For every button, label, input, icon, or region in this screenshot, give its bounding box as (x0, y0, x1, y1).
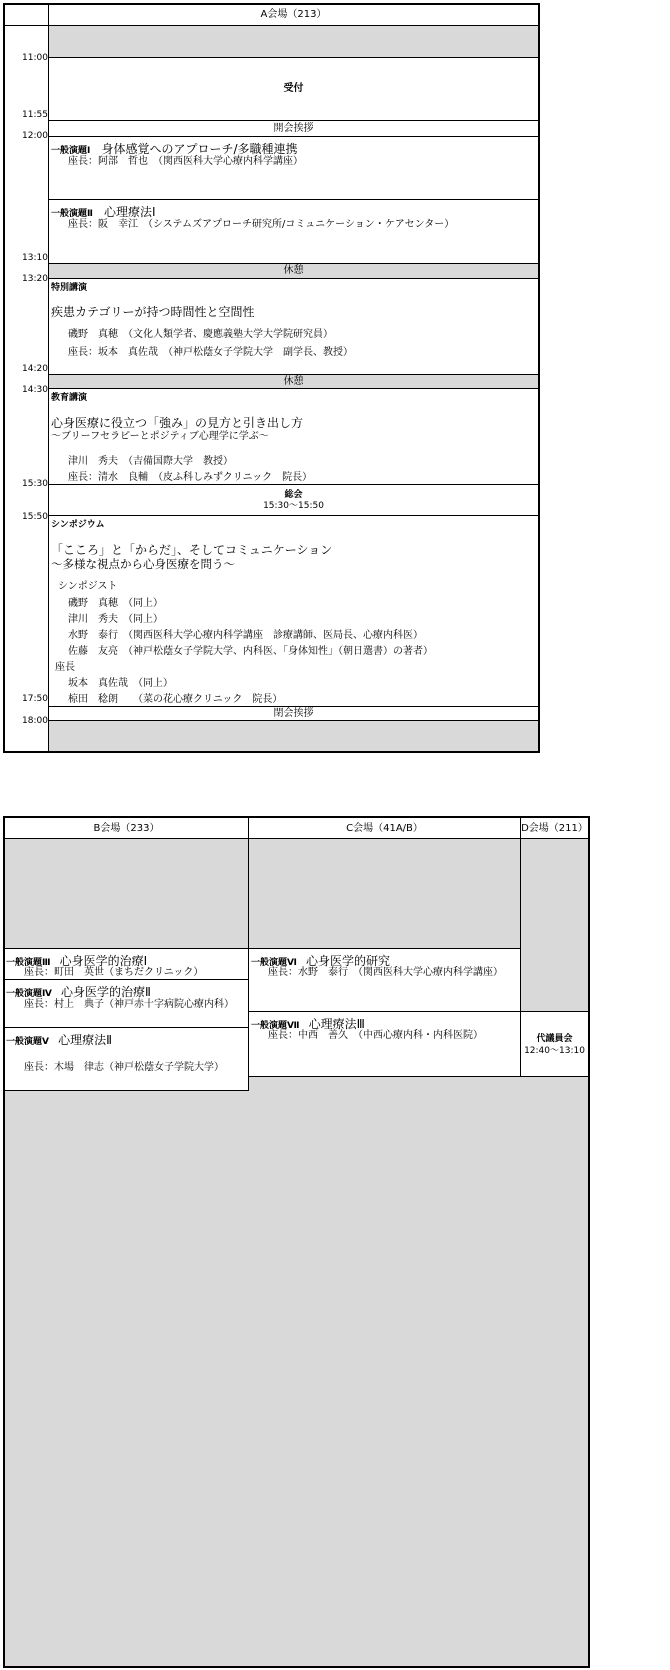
panelist: 水野 泰行 （関西医科大学心療内科学講座 診療講師、医局長、心療内科医） (68, 630, 423, 641)
special-lecture-chair: 座長：坂本 真佐哉 （神戸松蔭女子学院大学 副学長、教授） (68, 347, 353, 358)
session-number: 一般演題Ⅴ (6, 1037, 49, 1047)
delegates-meeting-label: 代議員会 (536, 1034, 573, 1044)
break-label: 休憩 (283, 265, 304, 276)
session-chair: 座長：村上 典子（神戸赤十字病院心療内科） (24, 999, 234, 1010)
room-c-header: C会場（41A/B） (346, 823, 423, 834)
education-lecture-chair: 座長：清水 良輔 （皮ふ科しみずクリニック 院長） (68, 472, 313, 483)
closing-remarks: 閉会挨拶 (273, 708, 314, 719)
empty-slot (249, 1077, 588, 1091)
time-label: 11:55 (22, 110, 48, 120)
room-d-header: D会場（211） (521, 823, 588, 834)
time-label: 14:20 (22, 364, 48, 374)
session-number: 一般演題Ⅵ (251, 958, 297, 968)
time-label: 15:50 (22, 512, 48, 522)
reception: 受付 (283, 83, 304, 94)
room-b-header: B会場（233） (93, 823, 160, 834)
special-lecture-title: 疾患カテゴリーが持つ時間性と空間性 (51, 305, 255, 319)
general-meeting-time: 15:30～15:50 (263, 501, 324, 511)
time-label: 13:10 (22, 253, 48, 263)
education-lecture-label: 教育講演 (51, 393, 88, 403)
empty-slot (49, 26, 538, 57)
session-chair: 座長：中西 善久 （中西心療内科・内科医院） (268, 1030, 483, 1041)
session-chair: 座長：水野 泰行 （関西医科大学心療内科学講座） (268, 967, 503, 978)
session-number: 一般演題Ⅱ (51, 209, 93, 219)
session-chair: 座長：阿部 哲也 （関西医科大学心療内科学講座） (68, 156, 303, 167)
time-label: 13:20 (22, 274, 48, 284)
session-title: 心理療法Ⅱ (58, 1033, 112, 1047)
empty-slot (49, 721, 538, 751)
time-label: 18:00 (22, 716, 48, 726)
session-chair: 座長：阪 幸江 （システムズアプローチ研究所/コミュニケーション・ケアセンター） (68, 219, 455, 230)
education-lecture-subtitle: ～ブリーフセラピーとポジティブ心理学に学ぶ～ (51, 431, 269, 442)
session-title: 心理療法Ⅰ (104, 205, 156, 219)
symposium-chair: 坂本 真佐哉 （同上） (68, 678, 173, 689)
empty-slot (249, 839, 520, 948)
special-lecture-speaker: 磯野 真穂 （文化人類学者、慶應義塾大学大学院研究員） (68, 329, 333, 340)
panelist: 佐藤 友亮 （神戸松蔭女子学院大学、内科医、「身体知性」（朝日選書）の著者） (68, 646, 433, 657)
time-label: 12:00 (22, 131, 48, 141)
symposium-chair: 椋田 稔朗 （菜の花心療クリニック 院長） (68, 694, 283, 705)
time-label: 17:50 (22, 694, 48, 704)
symposium-title: 「こころ」と「からだ」、そしてコミュニケーション (51, 543, 333, 557)
time-label: 14:30 (22, 385, 48, 395)
empty-slot (5, 839, 248, 948)
time-label: 15:30 (22, 479, 48, 489)
education-lecture-title: 心身医療に役立つ「強み」の見方と引き出し方 (51, 416, 304, 430)
session-title: 心身医学的治療Ⅱ (60, 985, 151, 999)
session-title: 身体感覚へのアプローチ/多職種連携 (101, 142, 298, 156)
session-number: 一般演題Ⅳ (6, 989, 52, 999)
symposium-subtitle: ～多様な視点から心身医療を問う～ (51, 557, 235, 571)
session-chair: 座長：木場 律志（神戸松蔭女子学院大学） (24, 1062, 224, 1073)
session-title: 心身医学的研究 (306, 954, 391, 968)
session-5 (6, 1029, 112, 1048)
special-lecture-label: 特別講演 (51, 283, 88, 293)
empty-slot (521, 839, 588, 1011)
time-label: 11:00 (22, 53, 48, 63)
session-chair: 座長：町田 英世（まちだクリニック） (24, 967, 204, 978)
empty-slot (5, 1091, 588, 1666)
general-meeting-label: 総会 (284, 490, 303, 500)
panel-label: シンポジスト (58, 581, 118, 592)
chairs-label: 座長 (55, 662, 75, 673)
session-title: 心理療法Ⅲ (308, 1017, 365, 1031)
symposium-label: シンポジウム (51, 520, 105, 530)
panelist: 津川 秀夫 （同上） (68, 614, 163, 625)
session-title: 心身医学的治療Ⅰ (59, 954, 148, 968)
education-lecture-speaker: 津川 秀夫 （吉備国際大学 教授） (68, 456, 233, 467)
session-number: 一般演題Ⅲ (6, 958, 51, 968)
delegates-meeting-time: 12:40～13:10 (524, 1046, 585, 1056)
opening-remarks: 開会挨拶 (273, 123, 314, 134)
room-a-header: A会場（213） (260, 9, 327, 20)
panelist: 磯野 真穂 （同上） (68, 598, 163, 609)
session-number: 一般演題Ⅰ (51, 146, 91, 156)
session-number: 一般演題Ⅶ (251, 1021, 300, 1031)
break-label: 休憩 (283, 376, 304, 387)
